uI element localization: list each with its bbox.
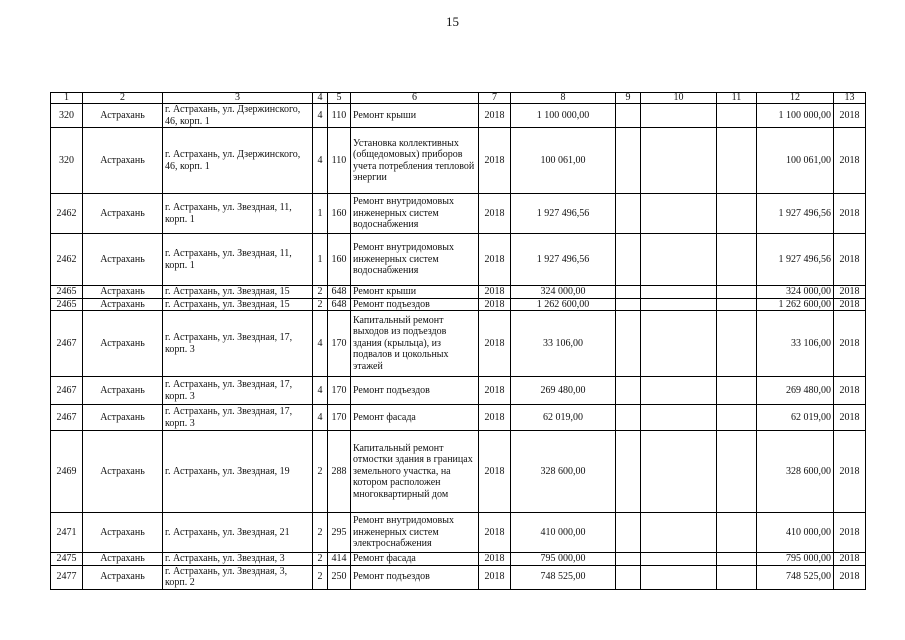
cell-object-id: 2467 bbox=[51, 311, 83, 377]
cell-col-9 bbox=[616, 553, 641, 566]
cell-year: 2018 bbox=[479, 104, 511, 128]
cell-col-4: 2 bbox=[313, 513, 328, 553]
cell-col-12: 1 100 000,00 bbox=[757, 104, 834, 128]
cell-object-id: 2467 bbox=[51, 405, 83, 431]
cell-object-id: 2471 bbox=[51, 513, 83, 553]
col-header-4: 4 bbox=[313, 93, 328, 104]
table-row bbox=[51, 405, 866, 431]
cell-col-8: 324 000,00 bbox=[511, 286, 616, 299]
cell-col-12: 33 106,00 bbox=[757, 311, 834, 377]
cell-col-11 bbox=[717, 553, 757, 566]
cell-col-9 bbox=[616, 405, 641, 431]
cell-col-4: 4 bbox=[313, 104, 328, 128]
cell-col-5: 170 bbox=[328, 311, 351, 377]
cell-col-13: 2018 bbox=[834, 104, 866, 128]
cell-col-8: 795 000,00 bbox=[511, 553, 616, 566]
cell-col-5: 295 bbox=[328, 513, 351, 553]
cell-col-8: 100 061,00 bbox=[511, 128, 616, 194]
table-row bbox=[51, 513, 866, 553]
cell-work-type: Капитальный ремонт отмостки здания в границах земельного участка, на котором расположен многоквартирный дом bbox=[351, 431, 479, 513]
cell-col-9 bbox=[616, 565, 641, 589]
col-header-12: 12 bbox=[757, 93, 834, 104]
cell-address: г. Астрахань, ул. Звездная, 19 bbox=[163, 431, 313, 513]
cell-city: Астрахань bbox=[83, 377, 163, 405]
cell-city: Астрахань bbox=[83, 513, 163, 553]
cell-col-4: 2 bbox=[313, 298, 328, 311]
cell-col-10 bbox=[641, 286, 717, 299]
cell-col-8: 33 106,00 bbox=[511, 311, 616, 377]
cell-col-12: 1 927 496,56 bbox=[757, 194, 834, 234]
cell-col-10 bbox=[641, 104, 717, 128]
table-row bbox=[51, 311, 866, 377]
cell-object-id: 2462 bbox=[51, 234, 83, 286]
cell-col-5: 250 bbox=[328, 565, 351, 589]
cell-year: 2018 bbox=[479, 565, 511, 589]
cell-work-type: Ремонт внутридомовых инженерных систем водоснабжения bbox=[351, 234, 479, 286]
cell-year: 2018 bbox=[479, 286, 511, 299]
cell-col-10 bbox=[641, 234, 717, 286]
cell-col-10 bbox=[641, 128, 717, 194]
cell-col-5: 648 bbox=[328, 298, 351, 311]
cell-col-13: 2018 bbox=[834, 431, 866, 513]
cell-year: 2018 bbox=[479, 298, 511, 311]
table-row bbox=[51, 377, 866, 405]
cell-col-4: 4 bbox=[313, 377, 328, 405]
cell-year: 2018 bbox=[479, 377, 511, 405]
cell-col-11 bbox=[717, 377, 757, 405]
table-row bbox=[51, 565, 866, 589]
cell-col-5: 288 bbox=[328, 431, 351, 513]
cell-col-13: 2018 bbox=[834, 234, 866, 286]
cell-col-9 bbox=[616, 431, 641, 513]
cell-city: Астрахань bbox=[83, 128, 163, 194]
cell-col-9 bbox=[616, 104, 641, 128]
cell-work-type: Ремонт крыши bbox=[351, 104, 479, 128]
works-table bbox=[50, 92, 866, 590]
cell-col-10 bbox=[641, 565, 717, 589]
cell-work-type: Ремонт фасада bbox=[351, 553, 479, 566]
table-row bbox=[51, 431, 866, 513]
cell-work-type: Ремонт фасада bbox=[351, 405, 479, 431]
cell-col-13: 2018 bbox=[834, 311, 866, 377]
cell-col-5: 110 bbox=[328, 104, 351, 128]
cell-col-12: 100 061,00 bbox=[757, 128, 834, 194]
cell-col-5: 110 bbox=[328, 128, 351, 194]
cell-work-type: Ремонт внутридомовых инженерных систем водоснабжения bbox=[351, 194, 479, 234]
cell-address: г. Астрахань, ул. Звездная, 17, корп. 3 bbox=[163, 405, 313, 431]
cell-col-12: 324 000,00 bbox=[757, 286, 834, 299]
cell-col-11 bbox=[717, 286, 757, 299]
cell-col-5: 414 bbox=[328, 553, 351, 566]
cell-year: 2018 bbox=[479, 234, 511, 286]
cell-col-11 bbox=[717, 234, 757, 286]
cell-work-type: Установка коллективных (общедомовых) приборов учета потребления тепловой энергии bbox=[351, 128, 479, 194]
cell-city: Астрахань bbox=[83, 431, 163, 513]
cell-address: г. Астрахань, ул. Звездная, 15 bbox=[163, 286, 313, 299]
cell-object-id: 320 bbox=[51, 128, 83, 194]
cell-col-9 bbox=[616, 311, 641, 377]
col-header-5: 5 bbox=[328, 93, 351, 104]
cell-work-type: Ремонт подъездов bbox=[351, 565, 479, 589]
cell-col-5: 648 bbox=[328, 286, 351, 299]
cell-col-4: 1 bbox=[313, 194, 328, 234]
col-header-9: 9 bbox=[616, 93, 641, 104]
cell-col-8: 62 019,00 bbox=[511, 405, 616, 431]
table-row bbox=[51, 298, 866, 311]
cell-city: Астрахань bbox=[83, 104, 163, 128]
cell-col-10 bbox=[641, 194, 717, 234]
cell-city: Астрахань bbox=[83, 194, 163, 234]
cell-year: 2018 bbox=[479, 194, 511, 234]
cell-col-8: 1 262 600,00 bbox=[511, 298, 616, 311]
cell-address: г. Астрахань, ул. Звездная, 3 bbox=[163, 553, 313, 566]
cell-col-8: 410 000,00 bbox=[511, 513, 616, 553]
cell-col-13: 2018 bbox=[834, 194, 866, 234]
cell-col-4: 4 bbox=[313, 405, 328, 431]
cell-col-9 bbox=[616, 194, 641, 234]
cell-col-12: 748 525,00 bbox=[757, 565, 834, 589]
cell-col-11 bbox=[717, 431, 757, 513]
cell-col-13: 2018 bbox=[834, 377, 866, 405]
cell-col-4: 2 bbox=[313, 286, 328, 299]
cell-col-5: 170 bbox=[328, 405, 351, 431]
table-row bbox=[51, 553, 866, 566]
cell-col-8: 328 600,00 bbox=[511, 431, 616, 513]
cell-col-9 bbox=[616, 513, 641, 553]
table-row bbox=[51, 194, 866, 234]
cell-year: 2018 bbox=[479, 128, 511, 194]
cell-address: г. Астрахань, ул. Звездная, 15 bbox=[163, 298, 313, 311]
cell-work-type: Капитальный ремонт выходов из подъездов здания (крыльца), из подвалов и цокольных этажей bbox=[351, 311, 479, 377]
cell-col-5: 160 bbox=[328, 194, 351, 234]
col-header-7: 7 bbox=[479, 93, 511, 104]
cell-city: Астрахань bbox=[83, 234, 163, 286]
cell-col-13: 2018 bbox=[834, 513, 866, 553]
cell-col-4: 4 bbox=[313, 128, 328, 194]
cell-col-8: 748 525,00 bbox=[511, 565, 616, 589]
cell-address: г. Астрахань, ул. Звездная, 11, корп. 1 bbox=[163, 194, 313, 234]
cell-col-12: 269 480,00 bbox=[757, 377, 834, 405]
cell-col-9 bbox=[616, 234, 641, 286]
col-header-8: 8 bbox=[511, 93, 616, 104]
cell-col-12: 62 019,00 bbox=[757, 405, 834, 431]
cell-col-13: 2018 bbox=[834, 405, 866, 431]
cell-col-4: 1 bbox=[313, 234, 328, 286]
cell-col-13: 2018 bbox=[834, 298, 866, 311]
cell-col-5: 170 bbox=[328, 377, 351, 405]
cell-col-9 bbox=[616, 286, 641, 299]
table-row bbox=[51, 234, 866, 286]
cell-col-12: 795 000,00 bbox=[757, 553, 834, 566]
cell-col-8: 1 927 496,56 bbox=[511, 234, 616, 286]
cell-object-id: 2475 bbox=[51, 553, 83, 566]
cell-object-id: 2465 bbox=[51, 298, 83, 311]
table-row bbox=[51, 128, 866, 194]
cell-col-9 bbox=[616, 128, 641, 194]
cell-address: г. Астрахань, ул. Звездная, 11, корп. 1 bbox=[163, 234, 313, 286]
cell-work-type: Ремонт подъездов bbox=[351, 377, 479, 405]
cell-col-10 bbox=[641, 553, 717, 566]
table-row bbox=[51, 104, 866, 128]
cell-object-id: 2465 bbox=[51, 286, 83, 299]
col-header-13: 13 bbox=[834, 93, 866, 104]
col-header-11: 11 bbox=[717, 93, 757, 104]
cell-year: 2018 bbox=[479, 405, 511, 431]
cell-col-4: 2 bbox=[313, 565, 328, 589]
cell-col-11 bbox=[717, 128, 757, 194]
cell-address: г. Астрахань, ул. Звездная, 17, корп. 3 bbox=[163, 377, 313, 405]
cell-city: Астрахань bbox=[83, 311, 163, 377]
cell-year: 2018 bbox=[479, 431, 511, 513]
cell-address: г. Астрахань, ул. Звездная, 21 bbox=[163, 513, 313, 553]
cell-year: 2018 bbox=[479, 553, 511, 566]
cell-col-13: 2018 bbox=[834, 128, 866, 194]
cell-col-4: 2 bbox=[313, 553, 328, 566]
col-header-3: 3 bbox=[163, 93, 313, 104]
cell-year: 2018 bbox=[479, 311, 511, 377]
cell-col-12: 1 262 600,00 bbox=[757, 298, 834, 311]
cell-col-10 bbox=[641, 405, 717, 431]
cell-address: г. Астрахань, ул. Звездная, 3, корп. 2 bbox=[163, 565, 313, 589]
cell-object-id: 320 bbox=[51, 104, 83, 128]
cell-col-10 bbox=[641, 377, 717, 405]
cell-object-id: 2477 bbox=[51, 565, 83, 589]
cell-work-type: Ремонт крыши bbox=[351, 286, 479, 299]
cell-col-13: 2018 bbox=[834, 286, 866, 299]
cell-col-8: 1 927 496,56 bbox=[511, 194, 616, 234]
cell-col-11 bbox=[717, 194, 757, 234]
cell-col-10 bbox=[641, 513, 717, 553]
col-header-6: 6 bbox=[351, 93, 479, 104]
col-header-1: 1 bbox=[51, 93, 83, 104]
cell-col-11 bbox=[717, 565, 757, 589]
cell-col-9 bbox=[616, 377, 641, 405]
cell-work-type: Ремонт внутридомовых инженерных систем электроснабжения bbox=[351, 513, 479, 553]
col-header-10: 10 bbox=[641, 93, 717, 104]
cell-work-type: Ремонт подъездов bbox=[351, 298, 479, 311]
cell-col-12: 410 000,00 bbox=[757, 513, 834, 553]
cell-object-id: 2467 bbox=[51, 377, 83, 405]
cell-year: 2018 bbox=[479, 513, 511, 553]
cell-col-12: 1 927 496,56 bbox=[757, 234, 834, 286]
cell-col-11 bbox=[717, 405, 757, 431]
cell-col-5: 160 bbox=[328, 234, 351, 286]
cell-col-4: 2 bbox=[313, 431, 328, 513]
cell-address: г. Астрахань, ул. Дзержинского, 46, корп. 1 bbox=[163, 104, 313, 128]
cell-object-id: 2469 bbox=[51, 431, 83, 513]
cell-col-11 bbox=[717, 513, 757, 553]
cell-address: г. Астрахань, ул. Дзержинского, 46, корп. 1 bbox=[163, 128, 313, 194]
cell-col-8: 1 100 000,00 bbox=[511, 104, 616, 128]
cell-object-id: 2462 bbox=[51, 194, 83, 234]
cell-city: Астрахань bbox=[83, 298, 163, 311]
cell-col-11 bbox=[717, 104, 757, 128]
col-header-2: 2 bbox=[83, 93, 163, 104]
cell-city: Астрахань bbox=[83, 553, 163, 566]
cell-city: Астрахань bbox=[83, 286, 163, 299]
header-row bbox=[51, 93, 866, 104]
cell-col-13: 2018 bbox=[834, 565, 866, 589]
cell-col-8: 269 480,00 bbox=[511, 377, 616, 405]
cell-col-4: 4 bbox=[313, 311, 328, 377]
cell-city: Астрахань bbox=[83, 565, 163, 589]
cell-col-11 bbox=[717, 298, 757, 311]
cell-col-9 bbox=[616, 298, 641, 311]
table-row bbox=[51, 286, 866, 299]
cell-col-10 bbox=[641, 298, 717, 311]
cell-city: Астрахань bbox=[83, 405, 163, 431]
cell-col-10 bbox=[641, 311, 717, 377]
cell-col-11 bbox=[717, 311, 757, 377]
page-number: 15 bbox=[446, 14, 459, 29]
cell-col-12: 328 600,00 bbox=[757, 431, 834, 513]
cell-address: г. Астрахань, ул. Звездная, 17, корп. 3 bbox=[163, 311, 313, 377]
cell-col-10 bbox=[641, 431, 717, 513]
cell-col-13: 2018 bbox=[834, 553, 866, 566]
